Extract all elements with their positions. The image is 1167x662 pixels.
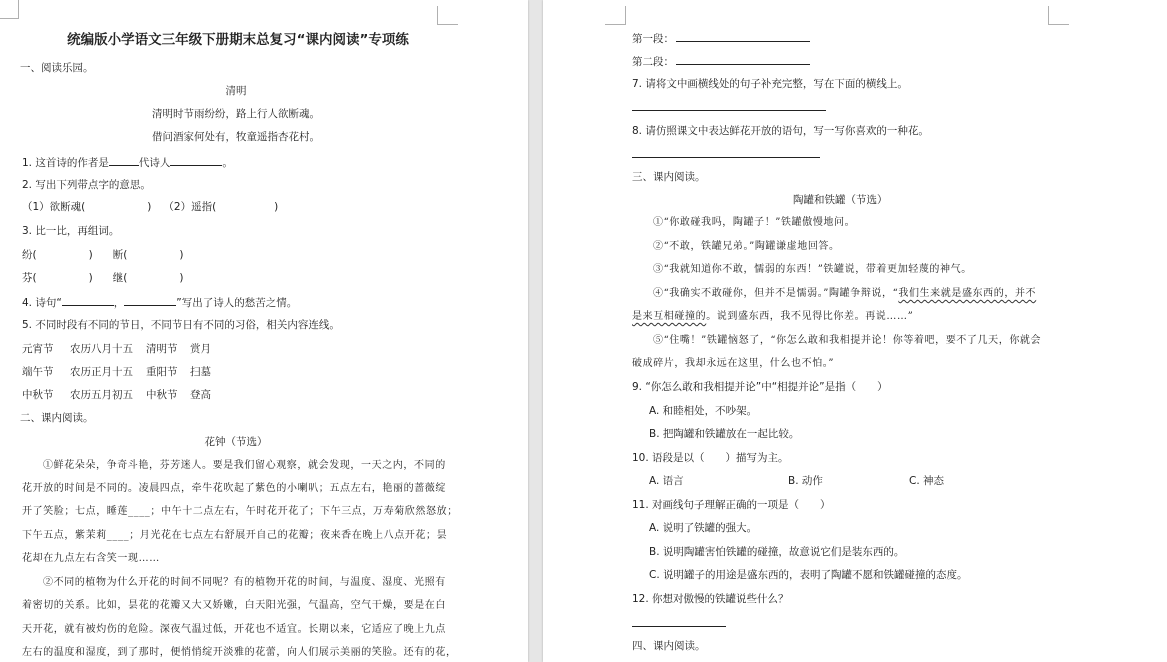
question-10: 10. 语段是以（ ）描写为主。 — [632, 452, 789, 464]
question-11-option-c[interactable]: C. 说明罐子的用途是盛东西的，表明了陶罐不愿和铁罐碰撞的态度。 — [649, 569, 968, 581]
corner-mark-top-left — [0, 0, 19, 19]
passage-title: 陶罐和铁罐（节选） — [793, 194, 888, 206]
poem-title: 清明 — [225, 85, 247, 97]
poem-line-1: 清明时节雨纷纷，路上行人欲断魂。 — [152, 108, 320, 120]
question-9: 9. “你怎么敢和我相提并论”中“相提并论”是指（ ） — [632, 381, 888, 393]
passage-line-2: 花开放的时间是不同的。凌晨四点，牵牛花吹起了紫色的小喇叭；五点左右，艳丽的蔷薇绽 — [22, 483, 446, 494]
question-10-option-c[interactable]: C. 神态 — [909, 475, 945, 487]
passage-line-7: 破成碎片，我却永远在这里，什么也不怕。” — [632, 358, 835, 369]
corner-mark-top-right — [437, 6, 458, 25]
passage-line-6: ②不同的植物为什么开花的时间不同呢？有的植物开花的时间，与温度、湿度、光照有 — [43, 577, 446, 588]
passage-line-7: 着密切的关系。比如，昙花的花瓣又大又娇嫩，白天阳光强，气温高，空气干燥，要是在白 — [22, 600, 446, 611]
question-11-option-b[interactable]: B. 说明陶罐害怕铁罐的碰撞，故意说它们是装东西的。 — [649, 546, 905, 558]
question-1: 1. 这首诗的作者是 代诗人 。 — [22, 154, 233, 170]
passage-line-4: ④“我确实不敢碰你，但并不是懦弱。”陶罐争辩说，“我们生来就是盛东西的，并不 — [653, 288, 1037, 299]
answer-blank[interactable] — [124, 294, 176, 306]
passage-line-2: ②“不敢，铁罐兄弟。”陶罐谦虚地回答。 — [653, 241, 840, 252]
question-4: 4. 诗句“ ， ”写出了诗人的愁苦之情。 — [22, 294, 297, 310]
question-9-option-a[interactable]: A. 和睦相处，不吵架。 — [649, 405, 758, 417]
question-3: 3. 比一比，再组词。 — [22, 225, 120, 237]
question-9-option-b[interactable]: B. 把陶罐和铁罐放在一起比较。 — [649, 428, 800, 440]
section-heading-3: 三、课内阅读。 — [632, 171, 706, 183]
corner-mark-top-left — [605, 6, 626, 25]
passage-line-3: ③“我就知道你不敢，懦弱的东西！”铁罐说，带着更加轻蔑的神气。 — [653, 264, 972, 275]
paragraph-1-label: 第一段： — [632, 30, 810, 46]
answer-blank[interactable] — [676, 53, 810, 65]
answer-line[interactable] — [632, 157, 820, 158]
passage-line-5: 花却在九点左右含笑一现…… — [22, 553, 160, 564]
passage-line-5: 是来互相碰撞的。说到盛东西，我不见得比你差。再说……” — [632, 311, 914, 322]
answer-line[interactable] — [632, 110, 826, 111]
question-5: 5. 不同时段有不同的节日，不同节日有不同的习俗，相关内容连线。 — [22, 319, 340, 331]
compare-row-2: 芬( ) 继( ) — [22, 272, 184, 284]
compare-row-1: 纷( ) 断( ) — [22, 249, 184, 261]
question-2-sub: （1）欲断魂( ) （2）遥指( ) — [22, 201, 279, 213]
question-11-option-a[interactable]: A. 说明了铁罐的强大。 — [649, 522, 758, 534]
corner-mark-top-right — [1048, 6, 1069, 25]
answer-line[interactable] — [632, 626, 726, 627]
passage-line-1: ①鲜花朵朵，争奇斗艳，芬芳迷人。要是我们留心观察，就会发现，一天之内，不同的 — [43, 460, 446, 471]
passage-line-8: 天开花，就有被灼伤的危险。深夜气温过低，开花也不适宜。长期以来，它适应了晚上九点 — [22, 624, 446, 635]
section-heading-2: 二、课内阅读。 — [20, 412, 94, 424]
passage-line-1: ①“你敢碰我吗，陶罐子！”铁罐傲慢地问。 — [653, 217, 856, 228]
passage-line-6: ⑤“住嘴！”铁罐恼怒了，“你怎么敢和我相提并论！你等着吧，要不了几天，你就会 — [653, 335, 1042, 346]
question-2: 2. 写出下列带点字的意思。 — [22, 179, 151, 191]
section-heading-1: 一、阅读乐园。 — [20, 62, 94, 74]
document-page-right — [543, 0, 1167, 662]
question-11: 11. 对画线句子理解正确的一项是（ ） — [632, 499, 831, 511]
section-heading-4: 四、课内阅读。 — [632, 640, 706, 652]
question-10-option-a[interactable]: A. 语言 — [649, 475, 684, 487]
passage-line-3: 开了笑脸；七点，睡莲____；中午十二点左右，午时花开花了；下午三点，万寿菊欣然怒放； — [22, 506, 458, 517]
question-12: 12. 你想对傲慢的铁罐说些什么？ — [632, 593, 789, 605]
passage-title: 花钟（节选） — [204, 436, 268, 448]
document-title: 统编版小学语文三年级下册期末总复习“课内阅读”专项练 — [67, 32, 409, 48]
passage-line-9: 左右的温度和湿度，到了那时，便悄悄绽开淡雅的花蕾，向人们展示美丽的笑脸。还有的花， — [22, 647, 457, 658]
answer-blank[interactable] — [676, 30, 810, 42]
poem-line-2: 借问酒家何处有，牧童遥指杏花村。 — [152, 131, 320, 143]
passage-line-4: 下午五点，紫茉莉____；月光花在七点左右舒展开自己的花瓣；夜来香在晚上八点开花；昙 — [22, 530, 448, 541]
paragraph-2-label: 第二段： — [632, 53, 810, 69]
answer-blank[interactable] — [170, 154, 222, 166]
answer-blank[interactable] — [109, 154, 139, 166]
question-7: 7. 请将文中画横线处的句子补充完整，写在下面的横线上。 — [632, 78, 908, 90]
question-8: 8. 请仿照课文中表达鲜花开放的语句，写一写你喜欢的一种花。 — [632, 125, 929, 137]
answer-blank[interactable] — [62, 294, 114, 306]
document-page-left: 统编版小学语文三年级下册期末总复习“课内阅读”专项练 一、阅读乐园。 清明 清明时节雨纷纷，路上行人欲断魂。 借问酒家何处有，牧童遥指杏花村。 1. 这首诗的作者是 代诗人 。 2. 写出下列带点字的意思。 （1）欲断魂( ) （2）遥指( ) 3. 比一比，再组词。 纷( ) 断( ) 芬( ) 继( ) 4. 诗句“ ， ”写出了诗人的愁苦之情。 5. 不同时段有不同的节日，不同节日有不同的习俗，相关内容连线。 元宵节 农历八月十五 清明节 赏月 端午节 农历正月十五 重阳节 扫墓 中秋节 农历五月初五 中秋节 登高 二、课内阅读。 花钟（节选） ①鲜花朵朵，争奇斗艳，芬芳迷人。要是我们留心观察，就会发现，一天之内，不同的 花开放的时间是不同的。凌晨四点，牵牛花吹起了紫色的小喇叭；五点左右，艳丽的蔷薇绽 开了笑脸；七点，睡莲____；中午十二点左右，午时花开花了；下午三点，万寿菊欣然怒放； 下午五点，紫茉莉____；月光花在七点左右舒展开自己的花瓣；夜来香在晚上八点开花；昙 花却在九点左右含笑一现…… ②不同的植物为什么开花的时间不同呢？有的植物开花的时间，与温度、湿度、光照有 着密切的关系。比如，昙花的花瓣又大又娇嫩，白天阳光强，气温高，空气干燥，要是在白 天开花，就有被灼伤的危险。深夜气温过低，开花也不适宜。长期以来，它适应了晚上九点 左右的温度和湿度，到了那时，便悄悄绽开淡雅的花蕾，向人们展示美丽的笑脸。还有的花， — [0, 0, 528, 662]
question-10-option-b[interactable]: B. 动作 — [788, 475, 823, 487]
